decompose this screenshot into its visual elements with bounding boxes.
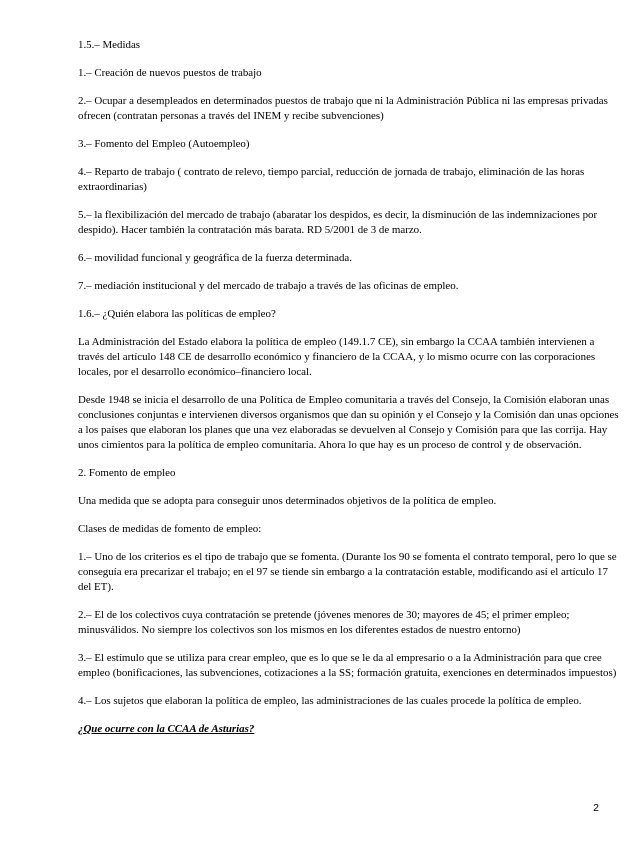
measure-item-1: 1.– Creación de nuevos puestos de trabajo — [78, 67, 262, 79]
paragraph-state-administration: La Administración del Estado elabora la política de empleo (149.1.7 CE), sin embargo la CCAA también intervienen a través del artículo 148 CE de desarrollo económico y financiero de la CCAA, y lo mismo ocurre con las corporaciones locales, por el desarrollo económico–financiero local. — [78, 336, 596, 378]
class-item-3: 3.– El estímulo que se utiliza para crear empleo, que es lo que se le da al empresario o a la Administración para que cree empleo (bonificaciones, las subvenciones, cotizaciones a la SS; formación gratuita, exenciones en determinados impuestos) — [78, 652, 617, 679]
measure-item-4: 4.– Reparto de trabajo ( contrato de relevo, tiempo parcial, reducción de jornada de trabajo, eliminación de las horas extraordinarias) — [78, 166, 585, 193]
paragraph-measure-definition: Una medida que se adopta para conseguir unos determinados objetivos de la política de empleo. — [78, 495, 497, 507]
asturias-link[interactable]: ¿Que ocurre con la CCAA de Asturias? — [78, 723, 255, 735]
section-heading-medidas: 1.5.– Medidas — [78, 39, 141, 51]
page-number: 2 — [593, 802, 599, 814]
measure-item-3: 3.– Fomento del Empleo (Autoempleo) — [78, 138, 250, 150]
measure-item-6: 6.– movilidad funcional y geográfica de la fuerza determinada. — [78, 252, 352, 264]
class-item-2: 2.– El de los colectivos cuya contratación se pretende (jóvenes menores de 30; mayores de 45; el primer empleo; minusválidos. No siempre los colectivos son los mismos en los diferentes estados de nuestro entorno) — [78, 609, 570, 636]
measure-item-2: 2.– Ocupar a desempleados en determinados puestos de trabajo que ni la Administración Pública ni las empresas privadas ofrecen (contratan personas a través del INEM y recibe subvenciones) — [78, 95, 608, 122]
paragraph-classes-heading: Clases de medidas de fomento de empleo: — [78, 523, 262, 535]
section-heading-who-elaborates: 1.6.– ¿Quién elabora las políticas de empleo? — [78, 308, 276, 320]
class-item-4: 4.– Los sujetos que elaboran la política de empleo, las administraciones de las cuales procede la política de empleo. — [78, 695, 582, 707]
measure-item-7: 7.– mediación institucional y del mercado de trabajo a través de las oficinas de empleo. — [78, 280, 459, 292]
measure-item-5: 5.– la flexibilización del mercado de trabajo (abaratar los despidos, es decir, la disminución de las indemnizaciones por despido). Hacer también la contratación más barata. RD 5/2001 de 3 de marzo. — [78, 209, 598, 236]
paragraph-community-policy: Desde 1948 se inicia el desarrollo de una Política de Empleo comunitaria a través del Consejo, la Comisión elaboran unas conclusiones conjuntas e intervienen diversos organismos que dan su opinión y el Consejo y la Comisión dan unas opciones a los países que elaboran los planes que una vez elaboradas se devuelven al Consejo y Comisión para que las corrija. Hay unos cimientos para la política de empleo comunitaria. Ahora lo que hay es un proceso de control y de observación. — [78, 394, 619, 451]
section-heading-fomento: 2. Fomento de empleo — [78, 467, 176, 479]
class-item-1: 1.– Uno de los criterios es el tipo de trabajo que se fomenta. (Durante los 90 se fomenta el contrato temporal, pero lo que se conseguía era precarizar el trabajo; en el 97 se tiende sin embargo a la contratación estable, modificando así el artículo 17 del ET). — [78, 551, 617, 593]
